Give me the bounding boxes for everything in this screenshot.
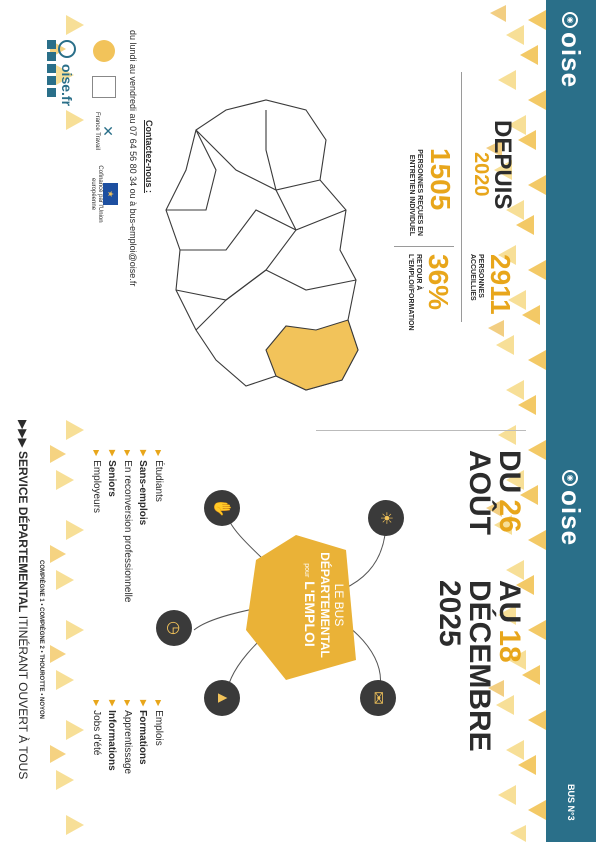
divider xyxy=(316,430,526,431)
eu-logo: ★ Cofinancé par l'Union européenne xyxy=(90,164,118,224)
badge-line1: LE BUS xyxy=(332,583,346,627)
footer-website[interactable]: oise.fr xyxy=(59,64,75,107)
stat-return-label: RETOUR À L'EMPLOI/FORMATION xyxy=(406,254,422,331)
towns-list: COMPIÈGNE 1 • COMPIÈGNE 2 • THOUROTTE • NOYON xyxy=(38,560,44,719)
contact-line[interactable]: du lundi au vendredi au 07 64 56 80 34 ou à bus-emploi@oise.fr xyxy=(128,30,138,287)
end-day: 18 xyxy=(493,629,526,663)
stat-interviews-label: PERSONNES REÇUES EN ENTRETIEN INDIVIDUEL xyxy=(407,149,423,236)
list-item: ▶ En reconversion professionnelle xyxy=(122,450,133,603)
twitter-icon[interactable] xyxy=(47,88,56,97)
start-day: 26 xyxy=(493,499,526,533)
graduation-cap-icon: ▲ xyxy=(204,680,240,716)
start-month: AOÛT xyxy=(463,450,496,535)
service-banner: ▶▶▶ SERVICE DÉPARTEMENTAL ITINÉRANT OUVERT À TOUS xyxy=(16,420,30,780)
brand-name: oise xyxy=(556,490,586,547)
list-item: ▶ Seniors xyxy=(106,450,118,497)
depuis-label: DEPUIS xyxy=(489,120,516,210)
contact-title: Contactez-nous : xyxy=(144,120,154,193)
list-item: ▶ Apprentissage xyxy=(122,700,133,775)
envelope-icon: ✉ xyxy=(360,680,396,716)
date-du: DU xyxy=(493,450,526,494)
badge-connectors xyxy=(166,440,426,770)
partner-logos xyxy=(90,40,118,224)
badge-line2: DÉPARTEMENTAL xyxy=(318,552,332,658)
since-year: 2020 xyxy=(470,152,492,197)
stat-welcomed-label: PERSONNES ACCUEILLIES xyxy=(468,254,484,301)
stat-return-value: 36% xyxy=(423,254,454,311)
list-item: ▶ Emplois xyxy=(153,700,164,746)
end-year: 2025 xyxy=(433,580,466,647)
date-au: AU xyxy=(493,580,526,624)
oise-emblem-icon: ◉ xyxy=(563,12,579,28)
youtube-icon[interactable] xyxy=(47,64,56,73)
clock-icon: ◷ xyxy=(156,610,192,646)
oise-logo-left[interactable] xyxy=(555,12,586,88)
date-range xyxy=(464,450,524,535)
date-range-end xyxy=(434,580,524,752)
oise-map xyxy=(156,90,386,410)
footer-brand[interactable] xyxy=(58,40,76,106)
end-month: DÉCEMBRE xyxy=(463,580,496,752)
list-item: ▶ Employeurs xyxy=(91,450,102,513)
instagram-icon[interactable] xyxy=(47,52,56,61)
badge-line3: L'EMPLOI xyxy=(302,581,318,647)
oise-logo-right[interactable] xyxy=(555,470,586,546)
center-badge: LE BUS DÉPARTEMENTAL pour L'EMPLOI xyxy=(302,545,346,665)
brand-name: oise xyxy=(556,32,586,89)
divider xyxy=(461,72,462,322)
social-icons xyxy=(47,40,56,97)
list-item: ▶ Sans-emplois xyxy=(137,450,149,526)
services-list xyxy=(89,700,167,774)
france-travail-logo: ✕ France Travail xyxy=(93,112,116,151)
lightbulb-icon: ☀ xyxy=(368,500,404,536)
republique-logo xyxy=(92,76,116,98)
oise-emblem-icon: ◉ xyxy=(563,470,579,486)
list-item: ▶ Jobs d'été xyxy=(91,700,102,756)
stat-interviews-value: 1505 xyxy=(425,148,456,211)
facebook-icon[interactable] xyxy=(47,40,56,49)
handshake-icon: ✋ xyxy=(204,490,240,526)
emploi-logo xyxy=(93,40,115,62)
header-band xyxy=(546,0,596,842)
linkedin-icon[interactable] xyxy=(47,76,56,85)
bus-number: BUS N°3 xyxy=(566,784,576,821)
list-item: ▶ Informations xyxy=(106,700,118,771)
audience-list xyxy=(89,450,167,602)
list-item: ▶ Étudiants xyxy=(153,450,164,502)
stat-welcomed-value: 2911 xyxy=(485,254,516,315)
list-item: ▶ Formations xyxy=(137,700,149,765)
divider xyxy=(394,246,454,247)
oise-emblem-icon xyxy=(58,40,76,58)
